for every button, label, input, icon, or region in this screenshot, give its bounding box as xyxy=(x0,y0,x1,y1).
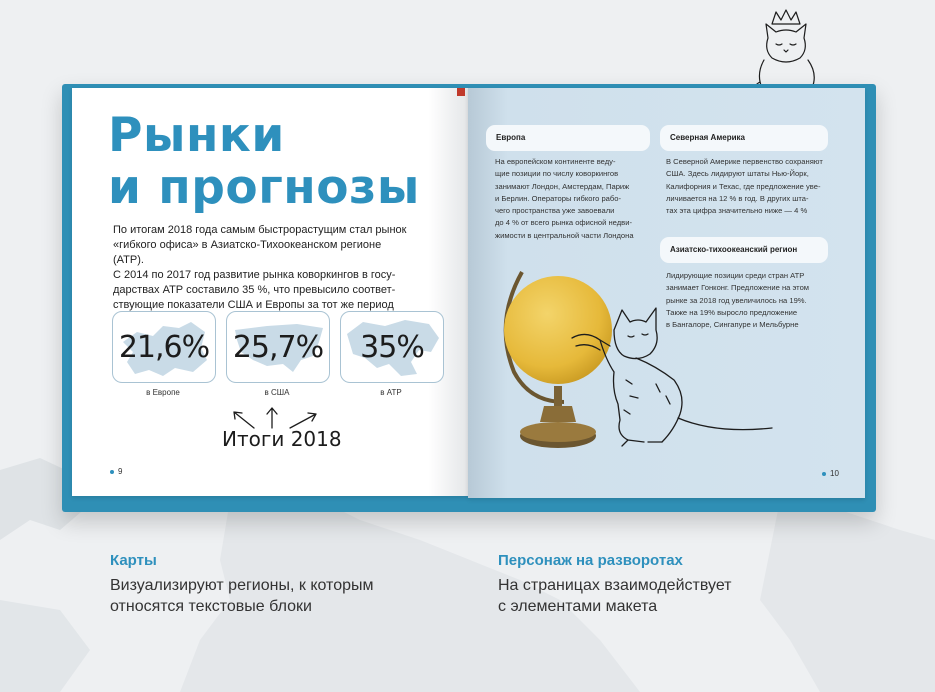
stat-label: в АТР xyxy=(380,388,402,397)
cat-icon xyxy=(566,300,782,460)
page-number-right xyxy=(822,469,839,478)
intro-line: По итогам 2018 года самым быстрорастущим стал рынок xyxy=(113,224,407,236)
title-line-1: Рынки xyxy=(108,108,285,163)
title-line-2: и прогнозы xyxy=(108,160,420,215)
results-label: Итоги 2018 xyxy=(222,427,342,451)
stat-value: 21,6% xyxy=(118,330,210,365)
caption-line: с элементами макета xyxy=(498,598,658,615)
page-number: 9 xyxy=(118,467,123,476)
text-line: личивается на 12 % в год. В других шта- xyxy=(666,193,809,203)
text-line: США. Здесь лидируют штаты Нью-Йорк, xyxy=(666,169,809,179)
region-heading-europe: Европа xyxy=(486,125,650,151)
stat-label: в Европе xyxy=(146,388,180,397)
intro-line: «гибкого офиса» в Азиатско-Тихоокеанском регионе (АТР). xyxy=(113,239,382,266)
caption-heading-character: Персонаж на разворотах xyxy=(498,552,683,569)
intro-line: дарствах АТР составило 35 %, что превысило соответ- xyxy=(113,284,396,296)
stat-card-europe xyxy=(112,311,216,383)
caption-heading-maps: Карты xyxy=(110,552,157,569)
caption-text-maps xyxy=(110,575,373,617)
text-line: чего пространства уже завоевали xyxy=(495,206,615,216)
region-heading-north-america: Северная Америка xyxy=(660,125,828,151)
text-line: Лидирующие позиции среди стран АТР xyxy=(666,271,805,280)
region-text-north-america xyxy=(666,156,823,217)
text-line: На европейском континенте веду- xyxy=(495,157,616,166)
text-line: тах эта цифра значительно ниже — 4 % xyxy=(666,206,808,216)
intro-line: ствующие показатели США и Европы за тот же период xyxy=(113,299,394,311)
text-line: рынке за 2018 год увеличилось на 19%. xyxy=(666,295,807,305)
stat-value: 35% xyxy=(360,330,424,365)
page-title xyxy=(108,110,420,214)
region-text-europe xyxy=(495,156,634,242)
text-line: жимости в центральной части Лондона xyxy=(495,230,634,240)
intro-paragraph xyxy=(113,223,413,313)
page-dot-icon xyxy=(110,470,114,474)
page-dot-icon xyxy=(822,472,826,476)
region-heading-apr: Азиатско-тихоокеанский регион xyxy=(660,237,828,263)
stat-label: в США xyxy=(264,388,290,397)
text-line: Также на 19% выросло предложение xyxy=(666,307,798,317)
caption-line: Визуализируют регионы, к которым xyxy=(110,577,374,594)
bookmark-ribbon xyxy=(457,88,465,96)
text-line: В Северной Америке первенство сохраняют xyxy=(666,157,823,166)
stat-card-usa xyxy=(226,311,330,383)
page-number: 10 xyxy=(830,469,839,478)
caption-text-character xyxy=(498,575,732,617)
text-line: занимают Лондон, Амстердам, Париж xyxy=(495,181,630,191)
caption-line: На страницах взаимодействует xyxy=(498,577,732,594)
intro-line: С 2014 по 2017 год развитие рынка коворкингов в госу- xyxy=(113,269,396,281)
page-number-left xyxy=(110,467,122,476)
stat-card-apr xyxy=(340,311,444,383)
text-line: занимает Гонконг. Предложение на этом xyxy=(666,283,810,293)
text-line: Калифорния и Техас, где предложение уве- xyxy=(666,181,821,191)
text-line: до 4 % от всего рынка офисной недви- xyxy=(495,218,632,228)
caption-line: относятся текстовые блоки xyxy=(110,598,312,615)
text-line: щие позиции по числу коворкингов xyxy=(495,169,619,179)
text-line: в Бангалоре, Сингапуре и Мельбурне xyxy=(666,320,799,330)
stat-value: 25,7% xyxy=(232,330,324,365)
text-line: и Берлин. Операторы гибкого рабо- xyxy=(495,193,622,203)
